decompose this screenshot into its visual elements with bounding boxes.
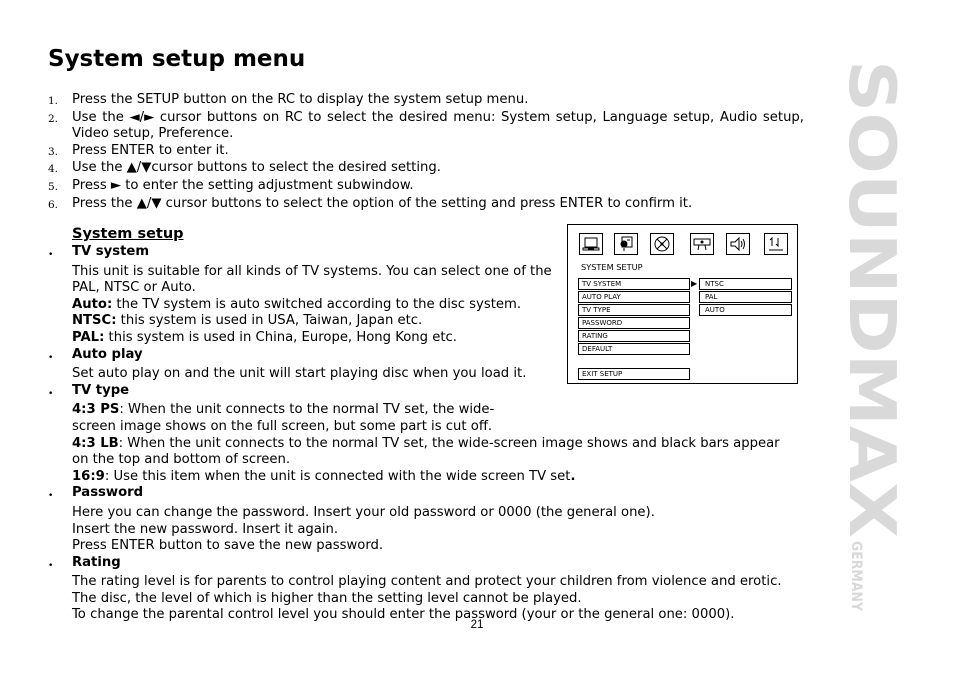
step-text: Press the SETUP button on the RC to display the system setup menu. [72, 92, 529, 107]
option-text: the TV system is auto switched according to the disc system. [112, 296, 522, 312]
step-text: Press ENTER to enter it. [72, 142, 229, 158]
menu-item-tv-system: TV SYSTEM [578, 278, 690, 290]
option-end: . [570, 468, 576, 484]
step-item [48, 196, 804, 214]
step-text: Use the ▲/▼cursor buttons to select the desired setting. [72, 160, 441, 176]
item-title: TV type [72, 382, 130, 398]
item-desc: Set auto play on and the unit will start playing disc when you load it. [72, 366, 527, 382]
menu-item-password: PASSWORD [578, 317, 690, 329]
bullet-mark: • [48, 560, 54, 571]
step-item [48, 92, 804, 110]
menu-item-exit-setup: EXIT SETUP [578, 368, 690, 380]
item-desc: Press ENTER button to save the new password. [72, 538, 384, 554]
step-number: 1. [48, 95, 59, 107]
step-item [48, 160, 804, 178]
page-title: System setup menu [48, 46, 306, 72]
tv-icon [579, 233, 603, 255]
option-line [72, 436, 788, 469]
item-title: Auto play [72, 346, 143, 362]
option-line [72, 402, 522, 435]
disc-icon [650, 233, 674, 255]
option-label: Auto: [72, 296, 113, 312]
step-number: 4. [48, 163, 59, 176]
preference-icon [764, 233, 788, 255]
step-item [48, 143, 804, 161]
bullet-item [48, 383, 788, 403]
section-heading: System setup [72, 226, 184, 242]
step-number: 3. [48, 145, 59, 158]
item-title: TV system [72, 244, 150, 259]
selection-pointer-icon: ▶ [691, 279, 698, 288]
item-desc: To change the parental control level you should enter the password (your or the general one: 0000). [72, 607, 735, 623]
step-number: 5. [48, 180, 59, 193]
step-text: Use the ◄/► cursor buttons on RC to select the desired menu: System setup, Language setup, Audio setup, Video setup, Preference. [72, 109, 804, 142]
submenu-item-auto: AUTO [699, 304, 792, 316]
option-text: : When the unit connects to the normal TV set, the wide-screen image shows and black bars appear on the top and bottom of screen. [72, 435, 780, 468]
step-item [48, 178, 804, 196]
video-icon [690, 233, 714, 255]
bullet-mark: • [48, 250, 54, 260]
menu-item-rating: RATING [578, 330, 690, 342]
option-label: 16:9 [72, 468, 105, 484]
system-setup-screen-illustration [567, 224, 798, 384]
menu-item-auto-play: AUTO PLAY [578, 291, 690, 303]
bullet-mark: • [48, 388, 54, 399]
item-desc: This unit is suitable for all kinds of TV systems. You can select one of the PAL, NTSC or Auto. [72, 263, 552, 296]
bullet-mark: • [48, 352, 54, 363]
menu-item-tv-type: TV TYPE [578, 304, 690, 316]
option-label: PAL: [72, 329, 105, 345]
option-label: 4:3 LB [72, 435, 119, 451]
option-text: this system is used in China, Europe, Hong Kong etc. [104, 329, 457, 345]
page-number: 21 [470, 619, 484, 631]
bullet-item [48, 485, 788, 505]
item-title: Rating [72, 554, 121, 570]
submenu-item-pal: PAL [699, 291, 792, 303]
option-text: : Use this item when the unit is connected with the wide screen TV set [104, 468, 571, 484]
brand-logo [834, 58, 908, 620]
option-text: this system is used in USA, Taiwan, Japan etc. [116, 313, 423, 329]
item-desc: The rating level is for parents to control playing content and protect your children from violence and erotic. The disc, the level of which is higher than the setting level cannot be played. [72, 574, 782, 606]
brand-name: SOUNDMAX [834, 60, 908, 482]
language-icon [614, 233, 638, 255]
instruction-steps [48, 92, 804, 213]
option-line [72, 469, 788, 486]
item-desc: Here you can change the password. Insert your old password or 0000 (the general one). [72, 504, 655, 520]
item-title: Password [72, 485, 144, 501]
item-desc: Insert the new password. Insert it again. [72, 521, 339, 537]
speaker-icon [726, 233, 750, 255]
menu-screen-title: SYSTEM SETUP [581, 262, 643, 272]
step-text: Press the ▲/▼ cursor buttons to select the option of the setting and press ENTER to confirm it. [72, 195, 693, 211]
bullet-mark: • [48, 491, 54, 502]
option-label: 4:3 PS [72, 402, 120, 418]
step-item [48, 110, 804, 143]
submenu-item-ntsc: NTSC [699, 278, 792, 290]
brand-sub: GERMANY [848, 541, 864, 620]
step-number: 2. [48, 112, 59, 125]
option-text: : When the unit connects to the normal TV set, the wide-screen image shows on the full screen, but some part is cut off. [72, 402, 495, 434]
step-text: Press ► to enter the setting adjustment subwindow. [72, 177, 414, 193]
option-label: NTSC: [72, 313, 117, 329]
menu-item-default: DEFAULT [578, 343, 690, 355]
step-number: 6. [48, 198, 59, 211]
bullet-item [48, 555, 788, 575]
